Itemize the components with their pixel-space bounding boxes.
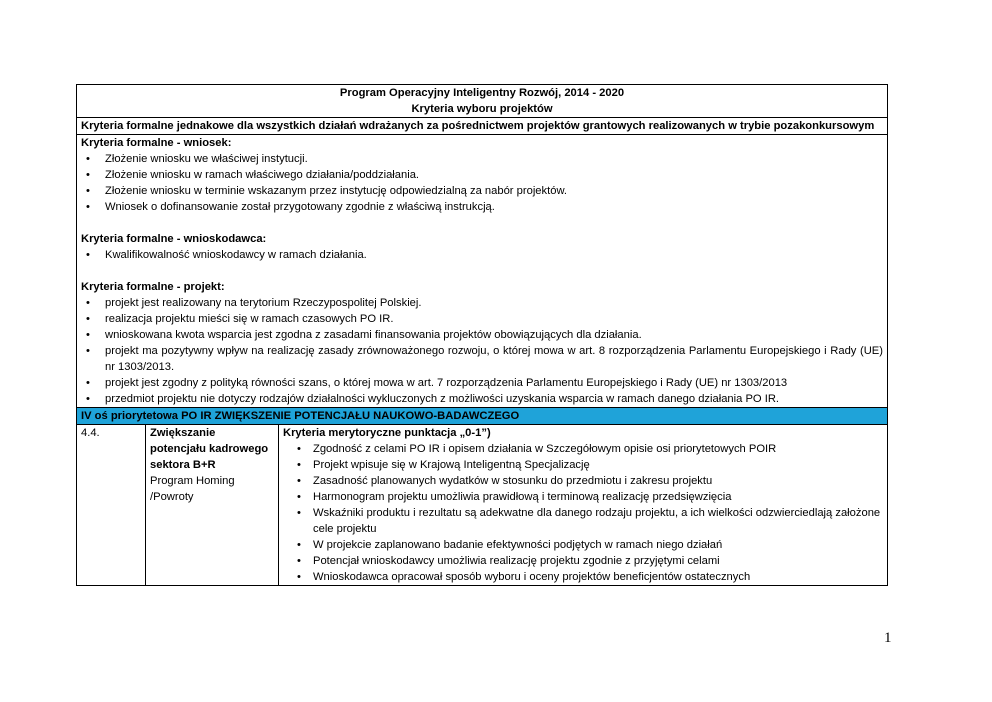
list-item: • projekt jest zgodny z polityką równości szans, o której mowa w art. 7 rozporządzenia Parlamentu Europejskiego i Rady (UE) nr 1303/2013 [81,375,883,391]
title-row [77,85,888,118]
list-item: • Wskaźniki produktu i rezultatu są adekwatne dla danego rodzaju projektu, a ich wielkości odzwierciedlają założone cele projektu [283,505,883,537]
section-applicant [81,231,883,263]
list-item: • Wniosek o dofinansowanie został przygotowany zgodnie z właściwą instrukcją. [81,199,883,215]
section-heading: Kryteria formalne - wniosek: [81,137,232,149]
list-item: • projekt ma pozytywny wpływ na realizację zasady zrównoważonego rozwoju, o której mowa w art. 8 rozporządzenia Parlamentu Europejskiego i Rady (UE) nr 1303/2013. [81,343,883,375]
measure-program: Program Homing /Powroty [150,475,235,503]
list-item: • Harmonogram projektu umożliwia prawidłową i terminową realizację przedsięwzięcia [283,489,883,505]
axis-banner-row [77,408,888,425]
list-item: • W projekcie zaplanowano badanie efektywności podjętych w ramach niego działań [283,537,883,553]
page-number: 1 [884,630,892,646]
list-item: • Projekt wpisuje się w Krajową Inteligentną Specjalizację [283,457,883,473]
section-heading: Kryteria formalne - wnioskodawca: [81,233,267,245]
list-item: • wnioskowana kwota wsparcia jest zgodna z zasadami finansowania projektów obowiązujących dla działania. [81,327,883,343]
criteria-table [76,84,888,586]
measure-number: 4.4. [77,425,146,586]
list-item: • Złożenie wniosku we właściwej instytucji. [81,151,883,167]
criteria-document [76,84,888,586]
list-item: • przedmiot projektu nie dotyczy rodzajów działalności wykluczonych z możliwości uzyskania wsparcia w ramach danego działania PO IR. [81,391,883,407]
list-item: • Zgodność z celami PO IR i opisem działania w Szczegółowym opisie osi priorytetowych POIR [283,441,883,457]
criteria-list [81,247,883,263]
criteria-list [81,295,883,407]
formal-criteria-row [77,135,888,408]
section-heading: Kryteria formalne - projekt: [81,281,225,293]
formal-intro-row [77,118,888,135]
measure-name: Zwiększanie potencjału kadrowego sektora B+R [150,427,269,471]
axis-banner: IV oś priorytetowa PO IR ZWIĘKSZENIE POTENCJAŁU NAUKOWO-BADAWCZEGO [77,408,888,425]
list-item: • realizacja projektu mieści się w ramach czasowych PO IR. [81,311,883,327]
criteria-list [81,151,883,215]
list-item: • Zasadność planowanych wydatków w stosunku do przedmiotu i zakresu projektu [283,473,883,489]
list-item: • Złożenie wniosku w ramach właściwego działania/poddziałania. [81,167,883,183]
substantive-criteria-list [283,441,883,585]
list-item: • Złożenie wniosku w terminie wskazanym przez instytucję odpowiedzialną za nabór projektów. [81,183,883,199]
substantive-criteria-heading: Kryteria merytoryczne punktacja „0-1”) [283,427,491,439]
section-application [81,135,883,215]
measure-row [77,425,888,586]
program-title: Program Operacyjny Inteligentny Rozwój, 2014 - 2020 [339,87,625,99]
table-subtitle: Kryteria wyboru projektów [411,103,553,115]
list-item: • projekt jest realizowany na terytorium Rzeczypospolitej Polskiej. [81,295,883,311]
list-item: • Kwalifikowalność wnioskodawcy w ramach działania. [81,247,883,263]
section-project [81,279,883,407]
list-item: • Wnioskodawca opracował sposób wyboru i oceny projektów beneficjentów ostatecznych [283,569,883,585]
list-item: • Potencjał wnioskodawcy umożliwia realizację projektu zgodnie z przyjętymi celami [283,553,883,569]
formal-intro-text: Kryteria formalne jednakowe dla wszystkich działań wdrażanych za pośrednictwem projektów grantowych realizowanych w trybie pozakonkursowym [81,120,875,132]
